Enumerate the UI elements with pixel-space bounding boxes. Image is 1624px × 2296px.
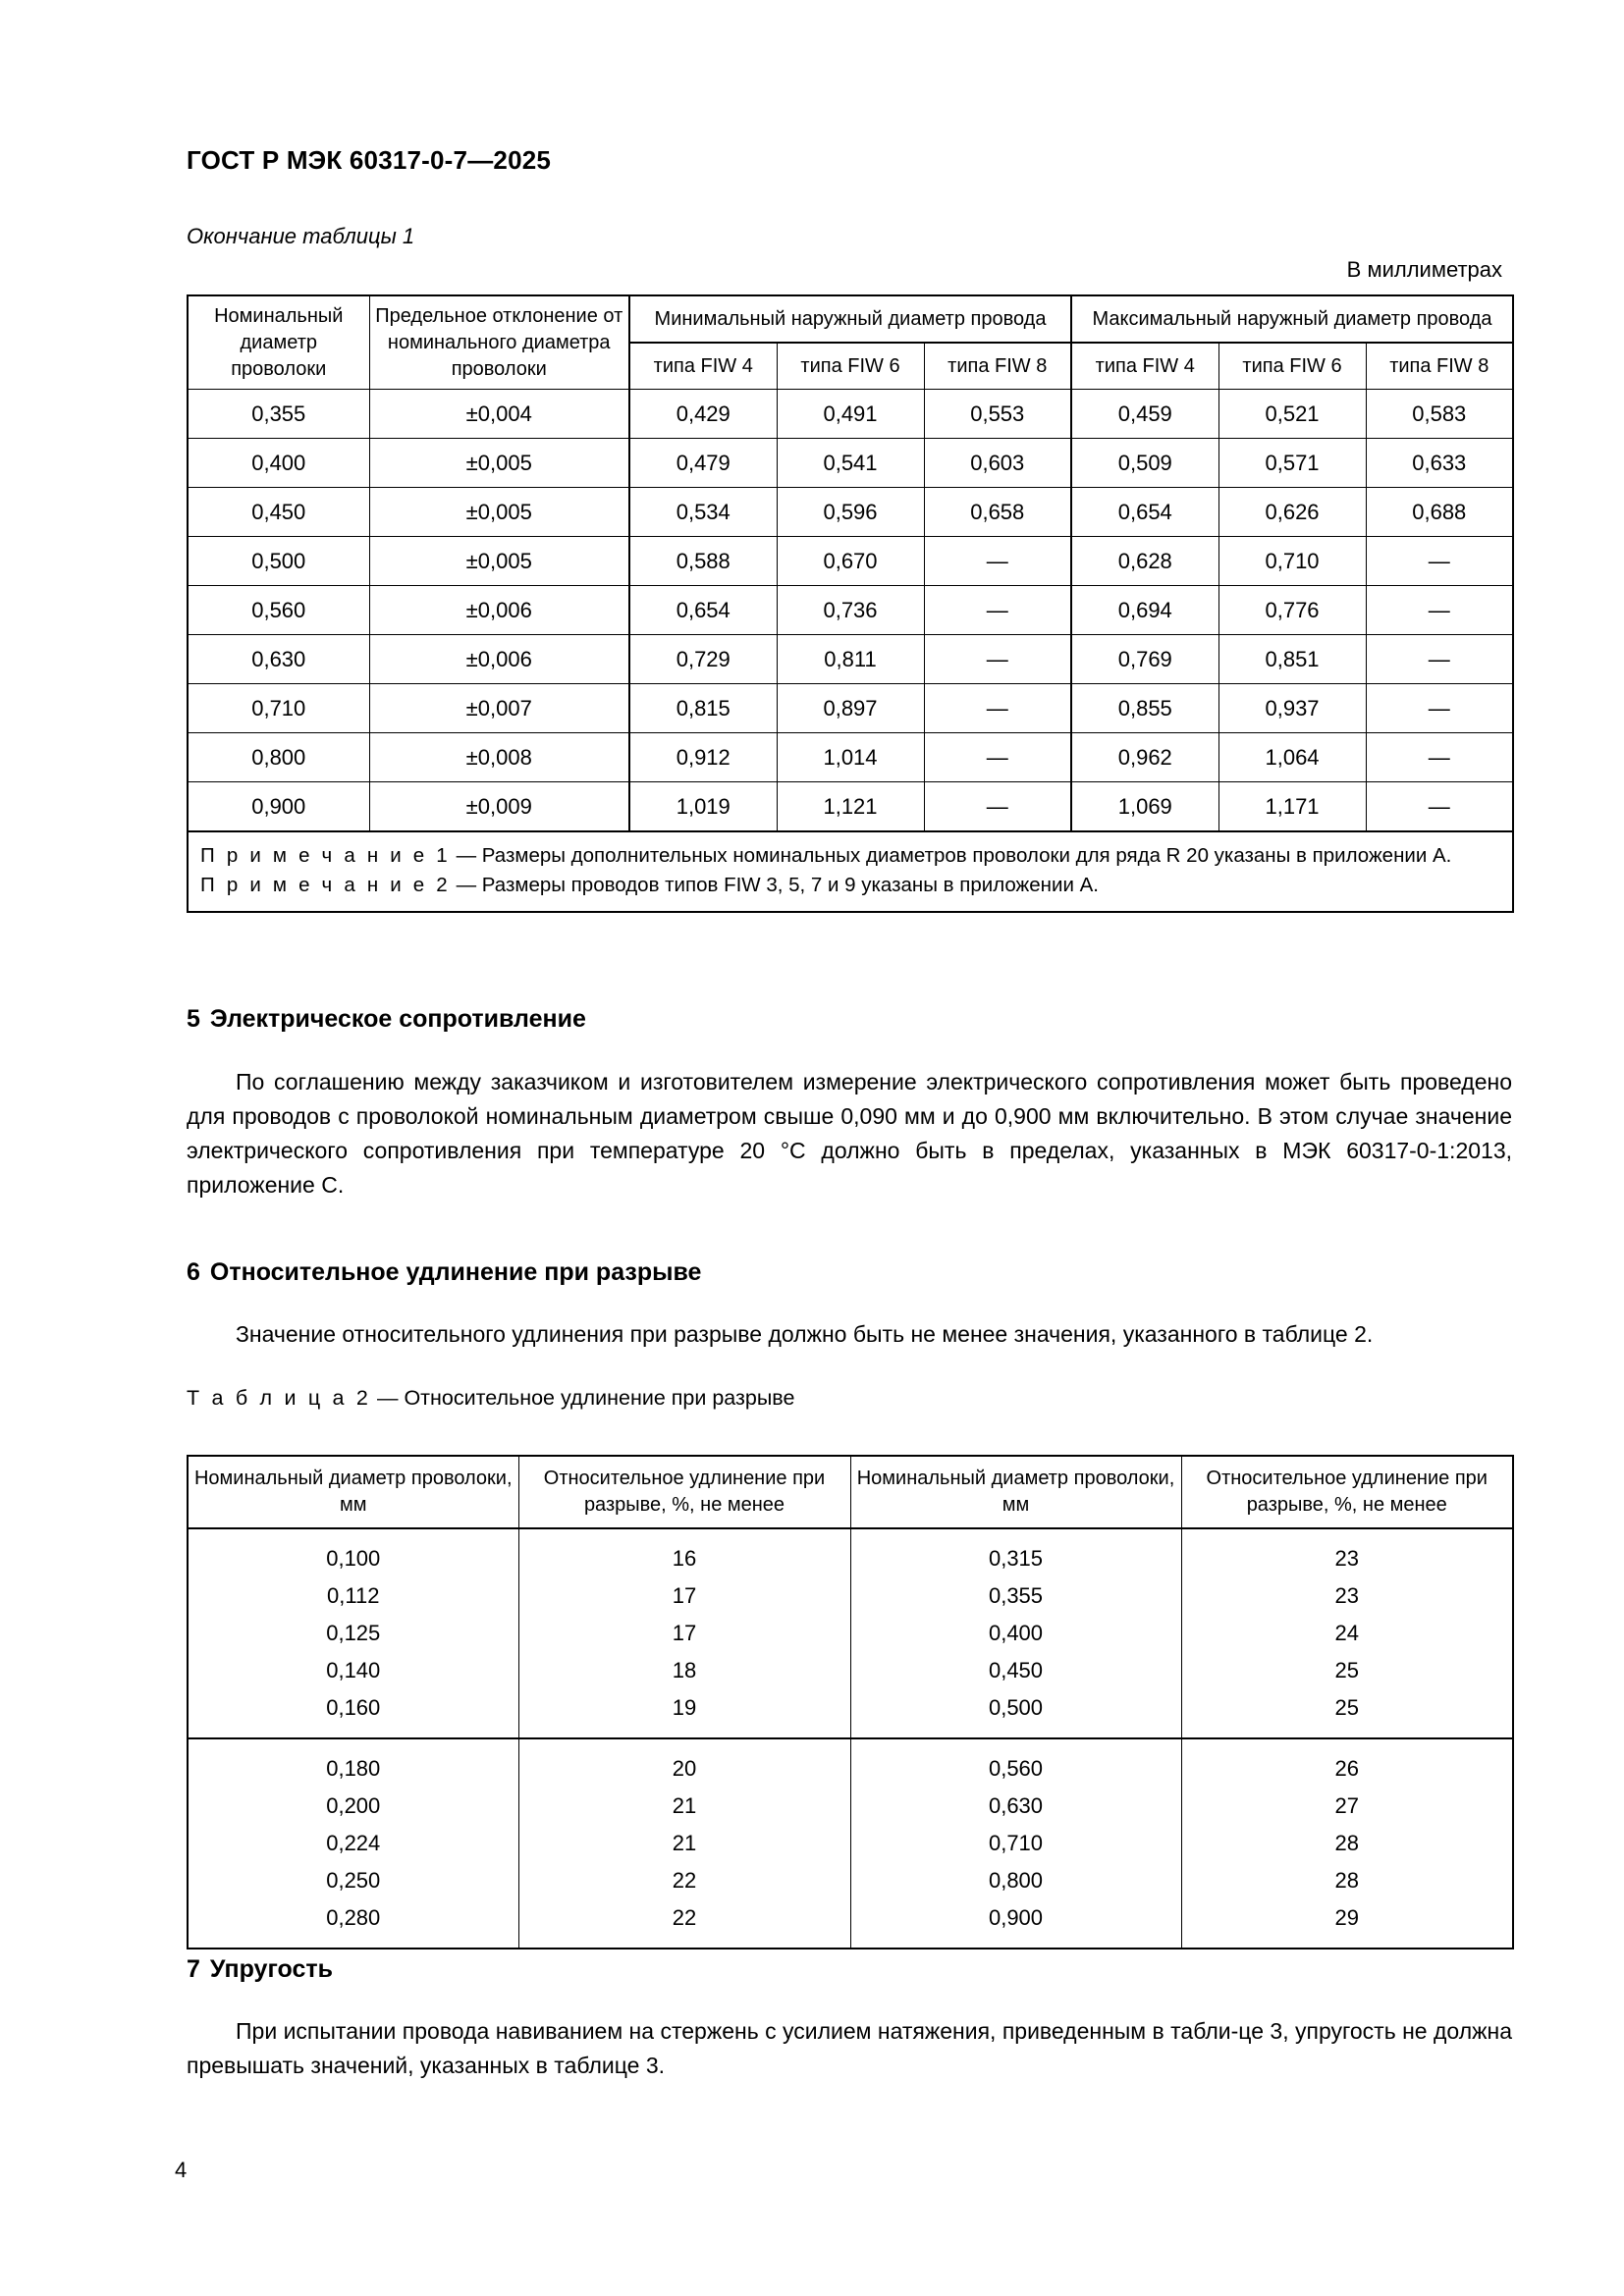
- table2-row: [188, 1738, 1513, 1788]
- table1-body: [188, 390, 1513, 832]
- table2-header-row: [188, 1456, 1513, 1528]
- table1-cell: 0,400: [188, 439, 369, 488]
- table2-cell: 0,710: [850, 1825, 1181, 1862]
- table1-cell: —: [1366, 586, 1513, 635]
- section5-number: 5: [187, 1005, 200, 1033]
- table2-wrapper: [187, 1455, 1512, 1949]
- document-header: ГОСТ Р МЭК 60317-0-7—2025: [187, 145, 552, 175]
- table1-cell: ±0,009: [369, 782, 629, 832]
- table1-cell: 1,069: [1071, 782, 1218, 832]
- section5-paragraph-text: По соглашению между заказчиком и изготовителем измерение электрического сопротивления может быть проведено для проводов с проволокой номинальным диаметром свыше 0,090 мм и до 0,900 мм включительно. В этом случае значение электрического сопротивления при температуре 20 °C должно быть в пределах, указанных в МЭК 60317-0-1:2013, приложение С.: [187, 1069, 1512, 1198]
- table1-notes-body: [188, 831, 1513, 911]
- table1-note-1-text: — Размеры дополнительных номинальных диаметров проволоки для ряда R 20 указаны в приложении А.: [450, 844, 1452, 868]
- table1-header-row-1: [188, 295, 1513, 343]
- table2-cell: 0,450: [850, 1652, 1181, 1689]
- table2-row: [188, 1788, 1513, 1825]
- table1-caption: Окончание таблицы 1: [187, 224, 415, 248]
- table2-cell: 0,560: [850, 1738, 1181, 1788]
- table2-cell: 20: [518, 1738, 850, 1788]
- table2-cell: 0,280: [188, 1899, 518, 1949]
- table1-cell: 1,121: [777, 782, 924, 832]
- table2-cell: 0,250: [188, 1862, 518, 1899]
- table2-cell: 0,315: [850, 1528, 1181, 1577]
- section7-heading: [187, 1955, 333, 1984]
- table1-cell: ±0,007: [369, 684, 629, 733]
- table1-note-1-label: П р и м е ч а н и е 1: [200, 844, 451, 868]
- table1-cell: 0,654: [629, 586, 777, 635]
- table2-cell: 0,355: [850, 1577, 1181, 1615]
- table1-cell: 0,553: [924, 390, 1071, 439]
- section5-heading: [187, 1005, 586, 1034]
- table2-header-col-1: Номинальный диаметр проволоки, мм: [188, 1456, 518, 1528]
- table1-subheader-min-fiw6: типа FIW 6: [777, 343, 924, 390]
- table2-caption-text: — Относительное удлинение при разрыве: [371, 1386, 795, 1410]
- table1-cell: 0,588: [629, 537, 777, 586]
- section6-paragraph-text: Значение относительного удлинения при разрыве должно быть не менее значения, указанного в таблице 2.: [236, 1321, 1374, 1347]
- table1-header-group-min: Минимальный наружный диаметр провода: [629, 295, 1071, 343]
- table2-row: [188, 1689, 1513, 1738]
- table1-cell: ±0,005: [369, 488, 629, 537]
- table1-subheader-min-fiw4: типа FIW 4: [629, 343, 777, 390]
- table1-cell: 0,491: [777, 390, 924, 439]
- table2-body: [188, 1528, 1513, 1949]
- table1-notes: [188, 831, 1513, 911]
- table1-cell: 0,509: [1071, 439, 1218, 488]
- table1-cell: 0,628: [1071, 537, 1218, 586]
- table1-cell: 0,630: [188, 635, 369, 684]
- section7-number: 7: [187, 1955, 200, 1983]
- table2-cell: 23: [1181, 1528, 1513, 1577]
- table1-cell: 0,962: [1071, 733, 1218, 782]
- table1-cell: 0,450: [188, 488, 369, 537]
- table1-cell: 0,583: [1366, 390, 1513, 439]
- table2-row: [188, 1615, 1513, 1652]
- table2-cell: 19: [518, 1689, 850, 1738]
- table1-cell: —: [924, 635, 1071, 684]
- table1-cell: 0,851: [1218, 635, 1366, 684]
- table2-cell: 0,400: [850, 1615, 1181, 1652]
- section5-paragraph: [187, 1065, 1512, 1202]
- table1-cell: 0,596: [777, 488, 924, 537]
- table2-cell: 25: [1181, 1689, 1513, 1738]
- table1-cell: 0,534: [629, 488, 777, 537]
- table2-row: [188, 1652, 1513, 1689]
- table2-cell: 26: [1181, 1738, 1513, 1788]
- table1-note-2-label: П р и м е ч а н и е 2: [200, 873, 451, 896]
- table2-cell: 0,140: [188, 1652, 518, 1689]
- table1-cell: 0,897: [777, 684, 924, 733]
- table1-cell: 0,710: [1218, 537, 1366, 586]
- table1-row: [188, 488, 1513, 537]
- table2-cell: 23: [1181, 1577, 1513, 1615]
- table1-wrapper: [187, 294, 1512, 913]
- table1-cell: 0,560: [188, 586, 369, 635]
- table1-cell: 0,912: [629, 733, 777, 782]
- table2-cell: 0,224: [188, 1825, 518, 1862]
- table1-row: [188, 439, 1513, 488]
- section7-title: Упругость: [209, 1955, 333, 1983]
- table1-cell: —: [924, 684, 1071, 733]
- table2-header-col-4: Относительное удлинение при разрыве, %, не менее: [1181, 1456, 1513, 1528]
- table1-cell: ±0,006: [369, 635, 629, 684]
- table1-cell: 0,355: [188, 390, 369, 439]
- table2-cell: 21: [518, 1825, 850, 1862]
- table1-note-2: [200, 871, 1500, 899]
- table1-cell: 0,800: [188, 733, 369, 782]
- table1-cell: 0,541: [777, 439, 924, 488]
- table2: [187, 1455, 1514, 1949]
- table2-cell: 0,200: [188, 1788, 518, 1825]
- table1-cell: 0,603: [924, 439, 1071, 488]
- table2-cell: 22: [518, 1899, 850, 1949]
- section6-heading: [187, 1258, 701, 1287]
- table1-cell: 1,064: [1218, 733, 1366, 782]
- table2-cell: 28: [1181, 1825, 1513, 1862]
- table2-cell: 27: [1181, 1788, 1513, 1825]
- table1-cell: —: [1366, 782, 1513, 832]
- section6-number: 6: [187, 1258, 200, 1286]
- table1-row: [188, 733, 1513, 782]
- table1-cell: 0,658: [924, 488, 1071, 537]
- table2-cell: 16: [518, 1528, 850, 1577]
- table1-cell: 0,776: [1218, 586, 1366, 635]
- table1-cell: 0,633: [1366, 439, 1513, 488]
- table1-row: [188, 782, 1513, 832]
- table1-cell: 0,769: [1071, 635, 1218, 684]
- table2-row: [188, 1825, 1513, 1862]
- table1-row: [188, 635, 1513, 684]
- table2-cell: 0,800: [850, 1862, 1181, 1899]
- table1-subheader-max-fiw8: типа FIW 8: [1366, 343, 1513, 390]
- table1-cell: 0,459: [1071, 390, 1218, 439]
- table1-cell: 0,688: [1366, 488, 1513, 537]
- table2-cell: 21: [518, 1788, 850, 1825]
- table2-row: [188, 1899, 1513, 1949]
- section5-title: Электрическое сопротивление: [209, 1005, 586, 1033]
- table1-header-group-max: Максимальный наружный диаметр провода: [1071, 295, 1513, 343]
- table2-cell: 0,160: [188, 1689, 518, 1738]
- table1-cell: —: [1366, 635, 1513, 684]
- table1-cell: 0,670: [777, 537, 924, 586]
- table1-units-note: В миллиметрах: [1346, 257, 1502, 282]
- table1-row: [188, 537, 1513, 586]
- page-number: 4: [175, 2158, 188, 2182]
- table1-notes-row: [188, 831, 1513, 911]
- table1: [187, 294, 1514, 913]
- table2-head: [188, 1456, 1513, 1528]
- table2-cell: 0,630: [850, 1788, 1181, 1825]
- table1-cell: ±0,005: [369, 439, 629, 488]
- table2-row: [188, 1862, 1513, 1899]
- table1-cell: 0,900: [188, 782, 369, 832]
- table2-cell: 0,125: [188, 1615, 518, 1652]
- table1-row: [188, 684, 1513, 733]
- table1-cell: 0,729: [629, 635, 777, 684]
- table1-cell: ±0,005: [369, 537, 629, 586]
- table2-header-col-3: Номинальный диаметр проволоки, мм: [850, 1456, 1181, 1528]
- table2-cell: 25: [1181, 1652, 1513, 1689]
- table1-cell: 1,019: [629, 782, 777, 832]
- table2-cell: 0,500: [850, 1689, 1181, 1738]
- table1-cell: —: [1366, 684, 1513, 733]
- table1-subheader-max-fiw4: типа FIW 4: [1071, 343, 1218, 390]
- section7-paragraph: [187, 2014, 1512, 2083]
- table1-cell: 0,429: [629, 390, 777, 439]
- table2-cell: 0,112: [188, 1577, 518, 1615]
- table1-cell: 1,014: [777, 733, 924, 782]
- table1-cell: 0,626: [1218, 488, 1366, 537]
- table2-row: [188, 1577, 1513, 1615]
- table1-cell: 0,815: [629, 684, 777, 733]
- table1-row: [188, 390, 1513, 439]
- section7-paragraph-text: При испытании провода навиванием на стержень с усилием натяжения, приведенным в табли-це 3, упругость не должна превышать значений, указанных в таблице 3.: [187, 2018, 1512, 2078]
- table1-cell: 1,171: [1218, 782, 1366, 832]
- table2-cell: 0,900: [850, 1899, 1181, 1949]
- table1-note-2-text: — Размеры проводов типов FIW 3, 5, 7 и 9 указаны в приложении А.: [450, 873, 1099, 896]
- table1-cell: ±0,004: [369, 390, 629, 439]
- table1-cell: 0,811: [777, 635, 924, 684]
- table2-cell: 17: [518, 1577, 850, 1615]
- table1-subheader-max-fiw6: типа FIW 6: [1218, 343, 1366, 390]
- table1-cell: —: [924, 733, 1071, 782]
- table1-cell: 0,937: [1218, 684, 1366, 733]
- table2-cell: 24: [1181, 1615, 1513, 1652]
- table1-cell: 0,479: [629, 439, 777, 488]
- table2-cell: 0,180: [188, 1738, 518, 1788]
- section6-paragraph: [187, 1317, 1512, 1352]
- table1-cell: 0,654: [1071, 488, 1218, 537]
- table1-cell: 0,694: [1071, 586, 1218, 635]
- table2-row: [188, 1528, 1513, 1577]
- table1-cell: 0,571: [1218, 439, 1366, 488]
- table1-cell: —: [1366, 537, 1513, 586]
- table2-cell: 22: [518, 1862, 850, 1899]
- table2-cell: 29: [1181, 1899, 1513, 1949]
- table2-cell: 18: [518, 1652, 850, 1689]
- table1-cell: ±0,008: [369, 733, 629, 782]
- table2-header-col-2: Относительное удлинение при разрыве, %, не менее: [518, 1456, 850, 1528]
- table1-cell: 0,710: [188, 684, 369, 733]
- table1-cell: 0,521: [1218, 390, 1366, 439]
- table1-cell: 0,855: [1071, 684, 1218, 733]
- table1-header-deviation: Предельное отклонение от номинального диаметра проволоки: [369, 295, 629, 390]
- table1-cell: ±0,006: [369, 586, 629, 635]
- table1-cell: —: [924, 586, 1071, 635]
- table2-cell: 0,100: [188, 1528, 518, 1577]
- table1-header-nominal-diameter: Номинальный диаметр проволоки: [188, 295, 369, 390]
- table2-caption-label: Т а б л и ц а 2: [187, 1386, 372, 1410]
- table2-cell: 28: [1181, 1862, 1513, 1899]
- table2-cell: 17: [518, 1615, 850, 1652]
- table1-subheader-min-fiw8: типа FIW 8: [924, 343, 1071, 390]
- table1-cell: 0,500: [188, 537, 369, 586]
- table1-cell: —: [1366, 733, 1513, 782]
- table1-cell: —: [924, 537, 1071, 586]
- table1-cell: 0,736: [777, 586, 924, 635]
- table2-caption: [187, 1386, 794, 1411]
- table1-row: [188, 586, 1513, 635]
- table1-note-1: [200, 841, 1500, 870]
- section6-title: Относительное удлинение при разрыве: [209, 1258, 702, 1286]
- table1-cell: —: [924, 782, 1071, 832]
